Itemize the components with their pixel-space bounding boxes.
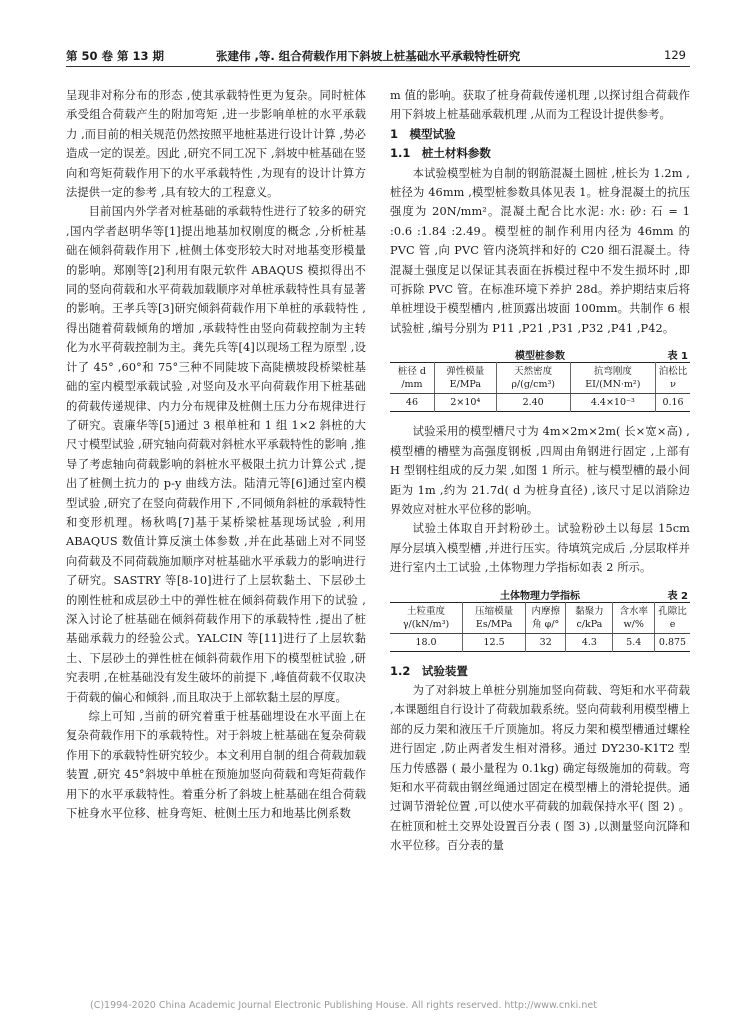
table-header: 天然密度 ρ/(g/cm³) (496, 363, 570, 394)
pile-parameters-table (390, 362, 690, 412)
table-caption (390, 584, 690, 602)
table-row (390, 394, 690, 412)
table-header: 泊松比 ν (656, 363, 690, 394)
table-header: 含水率 w/% (613, 602, 655, 633)
page-number: 129 (664, 48, 686, 62)
table-row (390, 633, 690, 651)
table-number: 表 2 (667, 590, 688, 602)
table-header: 桩径 d /mm (390, 363, 434, 394)
subsection-heading: 1.2 试验装置 (390, 663, 468, 678)
paragraph: 综上可知 ,当前的研究着重于桩基础埋设在水平面上在复杂荷载作用下的承载特性。对于斜坡上桩基础在复杂荷载作用下的承载特性研究较少。本文利用自制的组合荷载加载装置 ,研究 45°斜坡中单桩在预施加竖向荷载和弯矩荷载作用下的水平承载特性。着重分析了斜坡上桩基础在组合荷载下桩身水平位移、桩身弯矩、桩侧土压力和地基比例系数 (66, 710, 366, 821)
table-cell: 18.0 (390, 633, 463, 651)
table-header: 黏聚力 c/kPa (566, 602, 613, 633)
table-header: 内摩擦角 φ/° (526, 602, 566, 633)
paragraph: 本试验模型桩为自制的钢筋混凝土圆桩 ,桩长为 1.2m ,桩径为 46mm ,模型桩参数具体见表 1。桩身混凝土的抗压强度为 20N/mm²。混凝土配合比水泥: 水: 砂: 石 = 1 :0.6 :1.84 :2.49。模型桩的制作利用内径为 46mm 的 PVC 管 ,向 PVC 管内浇筑拌和好的 C20 细石混凝土。待混凝土强度足以保证其表面在拆模过程中不发生损坏时 ,即可拆除 PVC 管。在标准环境下养护 28d。养护期结束后将单桩埋设于模型槽内 ,桩顶露出坡面 100mm。共制作 6 根试验桩 ,编号分别为 P11 ,P21 ,P31 ,P32 ,P41 ,P42。 (390, 166, 690, 335)
table-number: 表 1 (667, 351, 688, 363)
left-column (66, 86, 366, 823)
table-cell: 46 (390, 394, 434, 412)
running-header (66, 38, 690, 67)
journal-volume: 第 50 卷 第 13 期 (66, 49, 165, 63)
subsection-heading: 1.1 桩土材料参数 (390, 146, 491, 161)
paragraph: m 值的影响。获取了桩身荷载传递机理 ,以探讨组合荷载作用下斜坡上桩基础承载机理 ,从而为工程设计提供参考。 (390, 89, 690, 122)
table-header: 弹性模量 E/MPa (434, 363, 496, 394)
table-title: 土体物理力学指标 (500, 590, 580, 602)
paragraph: 为了对斜坡上单桩分别施加竖向荷载、弯矩和水平荷载 ,本课题组自行设计了荷载加载系统。竖向荷载利用模型槽上部的反力架和液压千斤顶施加。将反力架和模型槽通过螺栓进行固定 ,防止两者发生相对滑移。通过 DY230-K1T2 型压力传感器 ( 最小量程为 0.1kg) 确定每级施加的荷载。弯矩和水平荷载由钢丝绳通过固定在模型槽上的滑轮提供。通过调节滑轮位置 ,可以使水平荷载的加载保持水平( 图 2) 。在桩顶和桩土交界处设置百分表 ( 图 3) ,以测量竖向沉降和水平位移。百分表的量 (390, 683, 691, 853)
table-cell: 12.5 (463, 633, 526, 651)
copyright-watermark: (C)1994-2020 China Academic Journal Electronic Publishing House. All rights reserved. http://www.cnki.net (90, 1000, 597, 1011)
table-caption (390, 344, 690, 362)
article-title: 张建伟 ,等. 组合荷载作用下斜坡上桩基础水平承载特性研究 (216, 49, 521, 63)
table-cell: 5.4 (613, 633, 655, 651)
table-header: 压缩模量 Es/MPa (463, 602, 526, 633)
table-cell: 4.3 (566, 633, 613, 651)
table-cell: 0.875 (658, 636, 687, 648)
paragraph: 试验土体取自开封粉砂土。试验粉砂土以每层 15cm 厚分层填入模型槽 ,并进行压实。待填筑完成后 ,分层取样并进行室内土工试验 ,土体物理力学指标如表 2 所示。 (390, 522, 690, 575)
table-cell: 0.16 (662, 397, 684, 409)
section-heading: 1 模型试验 (390, 126, 456, 141)
table-header: 抗弯刚度 EI/(MN·m²) (570, 363, 655, 394)
table-title: 模型桩参数 (515, 351, 565, 363)
paragraph: 呈现非对称分布的形态 ,使其承载特性更为复杂。同时桩体承受组合荷载产生的附加弯矩 ,进一步影响单桩的水平承载力 ,而目前的相关规范仍然按照平地桩基进行设计计算 ,势必造成一定的误差。因此 ,研究不同工况下 ,斜坡中桩基础在竖向和弯矩荷载作用下的水平承载特性 ,为现有的设计计算方法提供一定的参考 ,具有较大的工程意义。 (66, 89, 366, 200)
table-cell: 2×10⁴ (434, 394, 496, 412)
right-column (390, 86, 690, 856)
table-header: 孔隙比 e (655, 602, 690, 633)
soil-properties-table (390, 602, 690, 652)
paragraph: 试验采用的模型槽尺寸为 4m×2m×2m( 长×宽×高) ,模型槽的槽壁为高强度钢板 ,四周由角钢进行固定 ,上部有 H 型钢柱组成的反力架 ,如图 1 所示。桩与模型槽的最小间距为 1m ,约为 21.7d( d 为桩身直径) ,该尺寸足以消除边界效应对桩水平位移的影响。 (390, 425, 690, 516)
table-cell: 4.4×10⁻³ (570, 394, 655, 412)
table-cell: 2.40 (496, 394, 570, 412)
paragraph: 目前国内外学者对桩基础的承载特性进行了较多的研究 ,国内学者赵明华等[1]提出地基加权刚度的概念 ,分析桩基础在倾斜荷载作用下 ,桩侧土体变形较大时对地基变形模量的影响。郑刚等[2]利用有限元软件 ABAQUS 模拟得出不同的竖向荷载和水平荷载加载顺序对单桩承载特性具有显著的影响。王孝兵等[3]研究倾斜荷载作用下单桩的承载特性 ,得出随着荷载倾角的增加 ,承载特性由竖向荷载控制为主转化为水平荷载控制为主。龚先兵等[4]以现场工程为原型 ,设计了 45° ,60°和 75°三种不同陡坡下高陡横坡段桥梁桩基础的室内模型承载试验 ,对竖向及水平向荷载作用下桩基础的荷载传递规律、内力分布规律及桩侧土压力分布规律进行了研究。袁廉华等[5]通过 3 根单桩和 1 组 1×2 斜桩的大尺寸模型试验 ,研究轴向荷载对斜桩水平承载特性的影响 ,推导了考虑轴向荷载影响的斜桩水平极限土抗力计算公式 ,提出了桩侧土抗力的 p-y 曲线方法。陆清元等[6]通过室内模型试验 ,研究了在竖向荷载作用下 ,不同倾角斜桩的承载特性和变形机理。杨秋鸣[7]基于某桥梁桩基现场试验 ,利用 ABAQUS 数值计算反演土体参数 ,并在此基础上对不同竖向荷载及不同荷载施加顺序对桩基础水平承载力的影响进行了研究。SASTRY 等[8-10]进行了上层软黏土、下层砂土的刚性桩和成层砂土中的弹性桩在倾斜荷载作用下的试验 ,深入讨论了桩基础在倾斜荷载作用下的承载特性 ,提出了桩基础承载力的经验公式。YALCIN 等[11]进行了上层软黏土、下层砂土的弹性桩在倾斜荷载作用下的模型桩试验 ,研究表明 ,在桩基础没有发生破坏的前提下 ,峰值荷载不仅取决于荷载的偏心和倾斜 ,而且取决于上部软黏土层的厚度。 (66, 205, 366, 704)
table-cell: 32 (526, 633, 566, 651)
table-header: 土粒重度 γ/(kN/m³) (390, 602, 463, 633)
